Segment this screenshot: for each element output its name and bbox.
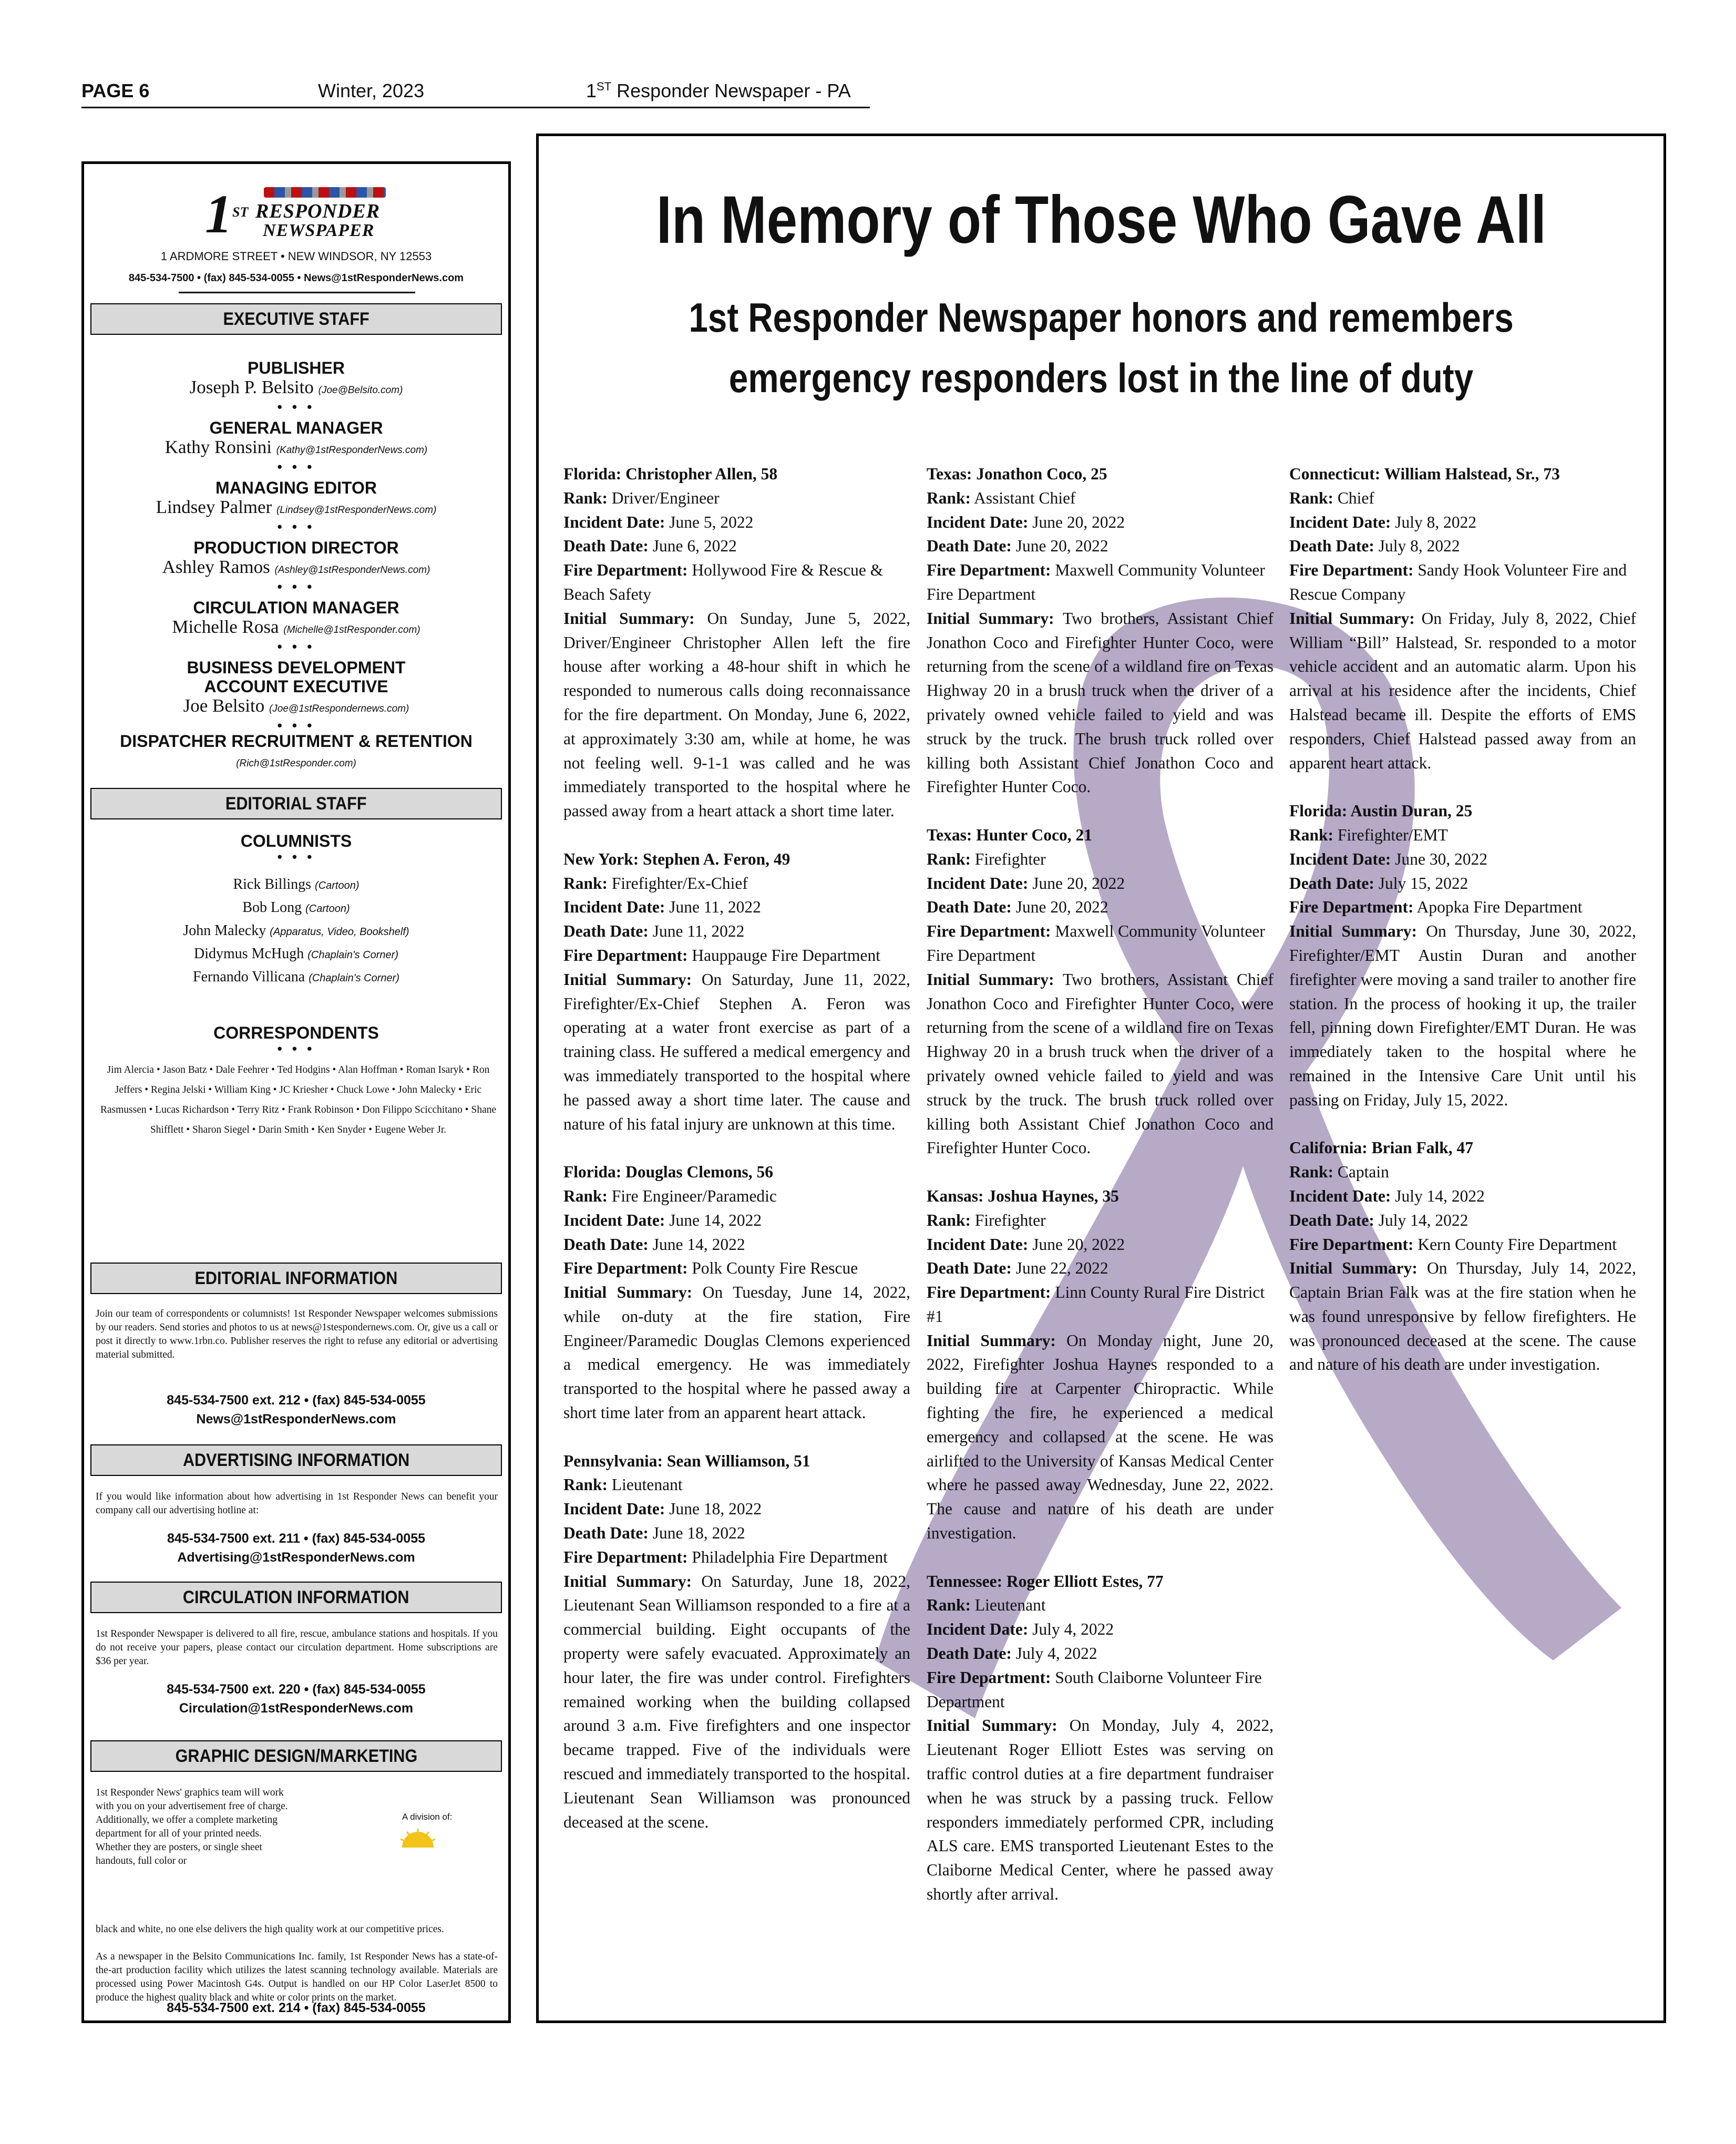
memorial-entry [927,823,1273,1160]
entry-incident-label: Incident Date: [563,1211,665,1229]
staff-entry [84,598,508,653]
entry-summary-label: Initial Summary: [1289,922,1417,941]
publication-name: 1ST Responder Newspaper - PA [586,80,851,101]
staff-entry [84,538,508,593]
entry-death [927,1642,1273,1666]
memorial-entry [563,847,910,1136]
graphic-design-text-continued: black and white, no one else delivers the high quality work at our competitive prices. [96,1924,444,1935]
entry-rank [927,486,1273,510]
entry-dept-value: Apopka Fire Department [1416,898,1583,917]
entry-death-label: Death Date: [563,537,649,556]
entry-rank-label: Rank: [927,1211,971,1229]
separator-dots: • • • [277,459,315,475]
separator-dots: • • • [277,717,315,733]
entry-incident-label: Incident Date: [927,1235,1029,1254]
entry-summary [563,1569,910,1834]
staff-person [84,377,508,401]
entry-death [563,1233,910,1257]
entry-dept [1289,558,1636,607]
entry-dept [927,1666,1273,1714]
memorial-entry [1289,462,1636,775]
entry-name: Connecticut: William Halstead, Sr., 73 [1289,465,1560,483]
entry-dept-label: Fire Department: [563,946,688,965]
entry-death-label: Death Date: [563,1235,649,1254]
entry-rank [563,1184,910,1208]
entry-death-label: Death Date: [1289,1211,1374,1229]
entry-rank-value: Captain [1337,1163,1389,1182]
entry-death-label: Death Date: [927,537,1012,556]
staff-name: Joe Belsito [183,695,265,716]
staff-role: MANAGING EDITOR [215,478,377,497]
memorial-entry [563,462,910,823]
columnist-name: Bob Long [242,899,302,916]
entry-summary-value: On Monday night, June 20, 2022, Firefighter Joshua Haynes responded to a building fire at Carpenter Chiropractic. While fighting the fire, he experienced a medical emergency and collapsed at the scene. He was airlifted to the University of Kansas Medical Center where he passed away Wednesday, June 22, 2022. The cause and nature of his death are under investigation. [927,1331,1274,1543]
columnist-note: (Apparatus, Video, Bookshelf) [270,926,409,938]
advertising-information-heading: ADVERTISING INFORMATION [90,1444,502,1476]
entry-death-value: July 4, 2022 [1015,1644,1097,1663]
staff-entry [84,358,508,413]
memorial-panel [536,134,1666,2023]
staff-name: Michelle Rosa [172,617,279,637]
entry-rank-label: Rank: [1289,488,1334,507]
entry-incident-value: June 30, 2022 [1395,849,1488,868]
entry-death-value: June 11, 2022 [652,922,745,941]
editorial-information-text: Join our team of correspondents or columnists! 1st Responder Newspaper welcomes submissions by our readers. Send stories and photos to us at news@1stespondernews.com. Or, give us a call or post it directly to www.1rbn.co. Publisher reserves the right to refuse any editorial or advertising material submitted. [96,1308,498,1360]
staff-email: (Kathy@1stResponderNews.com) [276,445,428,456]
entry-summary-label: Initial Summary: [927,609,1054,628]
columnists-block: COLUMNISTS • • • [84,832,508,863]
entry-summary-label: Initial Summary: [927,970,1054,989]
entry-death [563,1521,910,1545]
columnist-name: Fernando Villicana [193,969,305,985]
newspaper-logo: 1ST RESPONDER NEWSPAPER [205,185,394,243]
separator-dots: • • • [277,639,315,654]
entry-death-label: Death Date: [1289,537,1374,556]
entry-name: Florida: Austin Duran, 25 [1289,802,1473,820]
entry-dept [927,919,1273,968]
entry-dept-value: Linn County Rural Fire District #1 [927,1283,1265,1326]
staff-email: (Michelle@1stResponder.com) [283,624,420,635]
entry-dept-label: Fire Department: [1289,561,1414,580]
entry-summary [563,1280,910,1425]
division-label: A division of: [402,1812,453,1822]
columnist-item [84,920,508,943]
entry-death [927,1256,1273,1280]
belsito-sun-logo-icon [399,1828,436,1849]
staff-role: ACCOUNT EXECUTIVE [204,677,388,696]
entry-incident [563,1208,910,1233]
entry-summary-value: On Tuesday, June 14, 2022, while on-duty at the fire station, Fire Engineer/Paramedic Douglas Clemons experienced a medical emergency. He was immediately transported to the hospital where he passed away a short time later from an apparent heart attack. [563,1283,911,1422]
circulation-information-contact: 845-534-7500 ext. 220 • (fax) 845-534-0055 Circulation@1stResponderNews.com [167,1682,426,1716]
separator-dots: • • • [277,399,315,415]
staff-role: BUSINESS DEVELOPMENT [187,658,406,677]
entry-dept-value: Maxwell Community Volunteer Fire Department [927,922,1265,965]
entry-summary [927,1714,1273,1906]
correspondents-list: Jim Alercia • Jason Batz • Dale Feehrer • Ted Hodgins • Alan Hoffman • Roman Isaryk • Ron Jeffers • Regina Jelski • William King • JC Kriesher • Chuck Lowe • John Malecky • Eric Rasmussen • Lucas Richardson • Terry Ritz • Frank Robinson • Don Filippo Scicchitano • Shane Shifflett • Sharon Siegel • Darin Smith • Ken Snyder • Eugene Weber Jr. [100,1064,497,1135]
entry-death-value: July 15, 2022 [1378,874,1468,893]
entry-name: Florida: Christopher Allen, 58 [563,465,778,483]
entry-incident [563,895,910,919]
graphic-design-contact: 845-534-7500 ext. 214 • (fax) 845-534-0055 [167,2001,426,2015]
executive-staff-heading: EXECUTIVE STAFF [90,303,502,335]
memorial-entry [927,462,1273,799]
entry-rank-value: Chief [1337,488,1374,507]
entry-dept-value: Hauppauge Fire Department [692,946,880,965]
entry-name: Kansas: Joshua Haynes, 35 [927,1186,1119,1205]
entry-name: Texas: Hunter Coco, 21 [927,825,1092,844]
columnists-list [84,874,508,989]
entry-death [927,895,1273,919]
entry-rank-value: Fire Engineer/Paramedic [611,1186,777,1205]
running-header [81,80,870,106]
entry-rank-value: Assistant Chief [974,488,1076,507]
masthead-address: 1 ARDMORE STREET • NEW WINDSOR, NY 12553 [160,250,432,263]
editorial-information-contact: 845-534-7500 ext. 212 • (fax) 845-534-0055 News@1stResponderNews.com [167,1393,426,1427]
entry-summary [927,607,1273,799]
entry-rank [563,486,910,510]
entry-incident-value: June 5, 2022 [669,512,754,531]
page-subtitle-line-2: emergency responders lost in the line of duty [728,355,1474,401]
entry-incident [927,1233,1273,1257]
memorial-entry [927,1569,1273,1906]
staff-person [84,751,508,774]
entry-summary-label: Initial Summary: [563,1283,693,1302]
entry-incident-value: June 20, 2022 [1032,512,1125,531]
entry-incident [1289,1184,1636,1208]
editorial-information-heading: EDITORIAL INFORMATION [90,1263,502,1294]
entry-incident-label: Incident Date: [1289,849,1391,868]
entry-dept-label: Fire Department: [927,1668,1051,1687]
entry-summary-value: On Saturday, June 18, 2022, Lieutenant Sean Williamson responded to a fire at a commercial building. Eight occupants of the property were safely evacuated. Approximately an hour later, the fire was under control. Firefighters remained working when the building collapsed around 3 a.m. Five firefighters and one inspector became trapped. Five of the individuals were rescued and immediately transported to the hospital. Lieutenant Sean Williamson was pronounced deceased at the scene. [563,1572,911,1831]
memorial-entry [1289,1136,1636,1377]
entry-summary-value: On Friday, July 8, 2022, Chief William “Bill” Halstead, Sr. responded to a motor vehicle accident and an automatic alarm. Upon his arrival at his residence after the incidents, Chief Halstead became ill. Despite the efforts of EMS responders, Chief Halstead passed away from an apparent heart attack. [1289,609,1636,772]
memorial-entry [1289,799,1636,1112]
entry-incident-value: July 14, 2022 [1395,1186,1485,1205]
separator-dots: • • • [277,519,315,535]
entry-dept-label: Fire Department: [927,1283,1051,1302]
correspondents-heading: CORRESPONDENTS [213,1023,379,1042]
correspondents-block: CORRESPONDENTS • • • [84,1023,508,1055]
entry-incident-value: July 8, 2022 [1395,512,1477,531]
entry-dept-label: Fire Department: [563,1259,688,1278]
staff-name: Kathy Ronsini [165,437,272,457]
entry-summary-label: Initial Summary: [563,1572,692,1591]
entry-rank-label: Rank: [1289,1163,1334,1182]
entry-rank-label: Rank: [563,874,608,893]
columnist-item [84,966,508,989]
entry-dept-value: Maxwell Community Volunteer Fire Department [927,561,1265,603]
entry-rank [563,1473,910,1497]
entry-incident [927,1617,1273,1642]
entry-incident-label: Incident Date: [563,512,665,531]
entry-incident-value: June 14, 2022 [669,1211,762,1229]
entry-incident-value: June 20, 2022 [1032,874,1125,893]
entry-dept-value: Sandy Hook Volunteer Fire and Rescue Company [1289,561,1627,603]
entry-dept-value: Kern County Fire Department [1417,1235,1617,1254]
staff-email: (Joe@Belsito.com) [318,385,403,396]
page-number: PAGE 6 [81,80,150,101]
entry-summary-label: Initial Summary: [563,609,695,628]
staff-role: PRODUCTION DIRECTOR [193,538,399,557]
advertising-information-contact: 845-534-7500 ext. 211 • (fax) 845-534-0055 Advertising@1stResponderNews.com [167,1531,426,1565]
entry-death-value: June 22, 2022 [1015,1259,1108,1278]
entry-dept-value: Hollywood Fire & Rescue & Beach Safety [563,561,884,603]
entry-dept [1289,895,1636,919]
entry-dept-label: Fire Department: [563,1547,688,1566]
staff-email: (Rich@1stResponder.com) [236,758,356,769]
entry-summary-value: Two brothers, Assistant Chief Jonathon Coco and Firefighter Hunter Coco, were returning from the scene of a wildland fire on Texas Highway 20 in a brush truck when the driver of a privately owned vehicle failed to yield and was struck by the truck. The brush truck rolled over killing both Assistant Chief Jonathon Coco and Firefighter Hunter Coco. [927,609,1273,796]
entry-rank [563,871,910,896]
columnist-name: Rick Billings [233,876,312,893]
entry-incident-label: Incident Date: [1289,512,1391,531]
entry-dept-value: Philadelphia Fire Department [692,1547,888,1566]
entry-death-label: Death Date: [927,898,1012,917]
columnist-name: John Malecky [183,922,266,939]
entry-dept-label: Fire Department: [1289,898,1414,917]
memorial-entry [563,1160,910,1425]
entry-dept-value: Polk County Fire Rescue [692,1259,858,1278]
entry-name: New York: Stephen A. Feron, 49 [563,849,790,868]
entry-rank [927,847,1273,871]
memorial-column-2 [927,462,1273,1931]
staff-role: GENERAL MANAGER [209,418,383,437]
separator-dots: • • • [277,579,315,594]
entry-dept [563,558,910,607]
entry-incident-value: June 11, 2022 [669,898,761,917]
staff-person [84,557,508,580]
entry-summary-value: On Saturday, June 11, 2022, Firefighter/Ex-Chief Stephen A. Feron was operating at a water front exercise as part of a training class. He suffered a medical emergency and was immediately transported to the hospital where he passed away a short time later. The cause and nature of his fatal injury are unknown at this time. [563,970,911,1133]
entry-dept [1289,1233,1636,1257]
entry-summary-label: Initial Summary: [927,1716,1057,1735]
entry-rank-value: Firefighter/EMT [1337,825,1448,844]
entry-death-label: Death Date: [927,1644,1012,1663]
entry-dept-value: South Claiborne Volunteer Fire Department [927,1668,1262,1711]
header-rule [81,107,870,108]
memorial-entry [927,1184,1273,1545]
entry-death-value: June 20, 2022 [1015,898,1108,917]
entry-dept-label: Fire Department: [927,922,1051,941]
entry-dept [563,1256,910,1280]
entry-summary-value: On Thursday, July 14, 2022, Captain Brian Falk was at the fire station when he was found unresponsive by fellow firefighters. He was pronounced deceased at the scene. The cause and nature of his death are under investigation. [1289,1259,1636,1374]
entry-dept [927,1280,1273,1329]
staff-name: Lindsey Palmer [156,497,272,517]
entry-rank [927,1593,1273,1617]
staff-email: (Joe@1stRespondernews.com) [269,703,409,714]
entry-death [1289,871,1636,896]
entry-summary [1289,1256,1636,1377]
entry-summary [1289,919,1636,1112]
entry-death-value: July 14, 2022 [1378,1211,1468,1229]
staff-entry [84,478,508,533]
entry-name: Texas: Jonathon Coco, 25 [927,465,1107,483]
staff-person [84,497,508,520]
page-subtitle-line-1: 1st Responder Newspaper honors and remembers [689,294,1514,341]
graphic-design-text: 1st Responder News' graphics team will work with you on your advertisement free of charge. Additionally, we offer a complete marketing department for all of your printed needs. Whether they are posters, or single sheet handouts, full color or [96,1787,288,1866]
entry-incident-label: Incident Date: [563,1500,665,1519]
fire-truck-icon [264,187,386,198]
entry-death-value: June 20, 2022 [1015,537,1108,556]
entry-death-label: Death Date: [927,1259,1012,1278]
columnist-note: (Cartoon) [305,903,350,915]
entry-summary [563,607,910,823]
staff-role: DISPATCHER RECRUITMENT & RETENTION [120,732,472,751]
entry-incident-value: June 18, 2022 [669,1500,762,1519]
entry-rank-value: Lieutenant [974,1596,1046,1615]
entry-rank-value: Firefighter/Ex-Chief [611,874,748,893]
columnist-item [84,897,508,920]
entry-summary [563,968,910,1136]
entry-incident [927,871,1273,896]
entry-dept [563,1545,910,1569]
entry-summary-label: Initial Summary: [1289,1259,1417,1278]
entry-incident-label: Incident Date: [563,898,665,917]
staff-role: PUBLISHER [248,358,345,377]
staff-entry [84,658,508,732]
entry-incident-label: Incident Date: [1289,1186,1391,1205]
entry-incident [1289,510,1636,535]
entry-rank [1289,1160,1636,1184]
entry-rank-label: Rank: [1289,825,1334,844]
entry-name: Pennsylvania: Sean Williamson, 51 [563,1451,810,1470]
columnist-item [84,943,508,966]
circulation-information-text: 1st Responder Newspaper is delivered to all fire, rescue, ambulance stations and hospitals. If you do not receive your papers, please contact our circulation department. Home subscriptions are $36 per year. [96,1628,498,1667]
entry-rank-value: Firefighter [974,1211,1046,1229]
entry-summary-value: On Thursday, June 30, 2022, Firefighter/EMT Austin Duran and another firefighter were moving a sand trailer to another fire station. In the process of hooking it up, the trailer fell, pinning down Firefighter/EMT Duran. He was immediately taken to the hospital where he remained in the Intensive Care Unit until his passing on Friday, July 15, 2022. [1289,922,1636,1109]
columnist-item [84,874,508,897]
entry-death [563,919,910,943]
entry-rank-value: Driver/Engineer [611,488,720,507]
entry-dept [563,943,910,968]
entry-death-label: Death Date: [563,1524,649,1543]
entry-incident-label: Incident Date: [927,512,1029,531]
staff-person [84,617,508,640]
entry-summary [1289,607,1636,775]
staff-person [84,696,508,719]
entry-death-value: July 8, 2022 [1378,537,1460,556]
entry-incident-label: Incident Date: [927,1620,1029,1639]
entry-dept-label: Fire Department: [1289,1235,1414,1254]
entry-rank [1289,823,1636,847]
page-title: In Memory of Those Who Gave All [656,182,1546,258]
entry-death [563,534,910,558]
entry-rank-value: Firefighter [974,849,1046,868]
memorial-entry [563,1449,910,1834]
production-facility-text: As a newspaper in the Belsito Communications Inc. family, 1st Responder News has a state-of-the-art production facility which utilizes the latest scanning technology available. Materials are processed using Power Macintosh G4s. Output is handled on our HP Color LaserJet 8500 to produce the highest quality black and white or color prints on the market. [96,1951,498,2003]
advertising-information-text: If you would like information about how advertising in 1st Responder News can benefit your company call our advertising hotline at: [96,1491,498,1516]
entry-name: Florida: Douglas Clemons, 56 [563,1163,774,1182]
entry-dept-label: Fire Department: [563,561,688,580]
staff-email: (Ashley@1stResponderNews.com) [274,565,430,576]
entry-incident [927,510,1273,535]
entry-summary-label: Initial Summary: [1289,609,1415,628]
entry-rank-value: Lieutenant [611,1475,683,1494]
entry-rank-label: Rank: [563,488,608,507]
columnists-heading: COLUMNISTS [240,832,352,850]
entry-death-value: June 14, 2022 [652,1235,745,1254]
staff-name: Ashley Ramos [162,557,270,577]
staff-email: (Lindsey@1stResponderNews.com) [276,505,437,516]
staff-role: CIRCULATION MANAGER [193,598,399,617]
columnist-note: (Chaplain's Corner) [309,972,399,984]
entry-rank [927,1208,1273,1233]
staff-entry [84,732,508,774]
staff-name: Joseph P. Belsito [189,377,314,397]
entry-death [1289,534,1636,558]
entry-incident-label: Incident Date: [927,874,1029,893]
entry-death-value: June 6, 2022 [652,537,737,556]
entry-incident-value: June 20, 2022 [1032,1235,1125,1254]
entry-incident [1289,847,1636,871]
staff-entry [84,418,508,473]
entry-death-label: Death Date: [1289,874,1374,893]
columnist-name: Didymus McHugh [193,946,304,962]
entry-summary-value: On Sunday, June 5, 2022, Driver/Engineer Christopher Allen left the fire house after working a 48-hour shift in which he responded to numerous calls doing reconnaissance for the fire department. On Monday, June 6, 2022, at approximately 3:30 am, while at home, he was not feeling well. 9-1-1 was called and he was immediately transported to the hospital where he passed away from a heart attack a short time later. [563,609,910,820]
entry-incident-value: July 4, 2022 [1032,1620,1114,1639]
entry-dept-label: Fire Department: [927,561,1051,580]
entry-death-label: Death Date: [563,922,649,941]
entry-summary-value: On Monday, July 4, 2022, Lieutenant Roger Elliott Estes was serving on traffic control duties at a fire department fundraiser when he was struck by a passing truck. Fellow responders immediately performed CPR, including ALS care. EMS transported Lieutenant Estes to the Claiborne Medical Center, where he passed away shortly after arrival. [927,1716,1273,1904]
masthead-rule [179,292,415,293]
columnist-note: (Cartoon) [315,880,359,891]
staff-person [84,437,508,460]
issue-date: Winter, 2023 [318,80,425,101]
entry-rank [1289,486,1636,510]
entry-summary-label: Initial Summary: [927,1331,1056,1350]
columnist-note: (Chaplain's Corner) [307,949,398,961]
masthead-sidebar [81,161,511,2023]
entry-rank-label: Rank: [927,849,971,868]
entry-incident [563,1497,910,1521]
entry-summary-value: Two brothers, Assistant Chief Jonathon Coco and Firefighter Hunter Coco, were returning from the scene of a wildland fire on Texas Highway 20 in a brush truck when the driver of a privately owned vehicle failed to yield and was struck by the truck. The brush truck rolled over killing both Assistant Chief Jonathon Coco and Firefighter Hunter Coco. [927,970,1273,1157]
entry-rank-label: Rank: [563,1475,608,1494]
circulation-information-heading: CIRCULATION INFORMATION [90,1582,502,1613]
entry-dept [927,558,1273,607]
entry-name: California: Brian Falk, 47 [1289,1138,1474,1157]
memorial-column-3 [1289,462,1636,1401]
entry-summary [927,968,1273,1160]
entry-death [927,534,1273,558]
entry-summary-label: Initial Summary: [563,970,692,989]
editorial-staff-heading: EDITORIAL STAFF [90,788,502,819]
graphic-design-heading: GRAPHIC DESIGN/MARKETING [90,1740,502,1772]
masthead-phones: 845-534-7500 • (fax) 845-534-0055 • News@1stResponderNews.com [128,272,464,284]
entry-death-value: June 18, 2022 [652,1524,745,1543]
entry-summary [927,1329,1273,1545]
entry-name: Tennessee: Roger Elliott Estes, 77 [927,1572,1164,1591]
memorial-column-1 [563,462,910,1858]
entry-incident [563,510,910,535]
entry-death [1289,1208,1636,1233]
entry-rank-label: Rank: [927,488,971,507]
entry-rank-label: Rank: [927,1596,971,1615]
entry-rank-label: Rank: [563,1186,608,1205]
